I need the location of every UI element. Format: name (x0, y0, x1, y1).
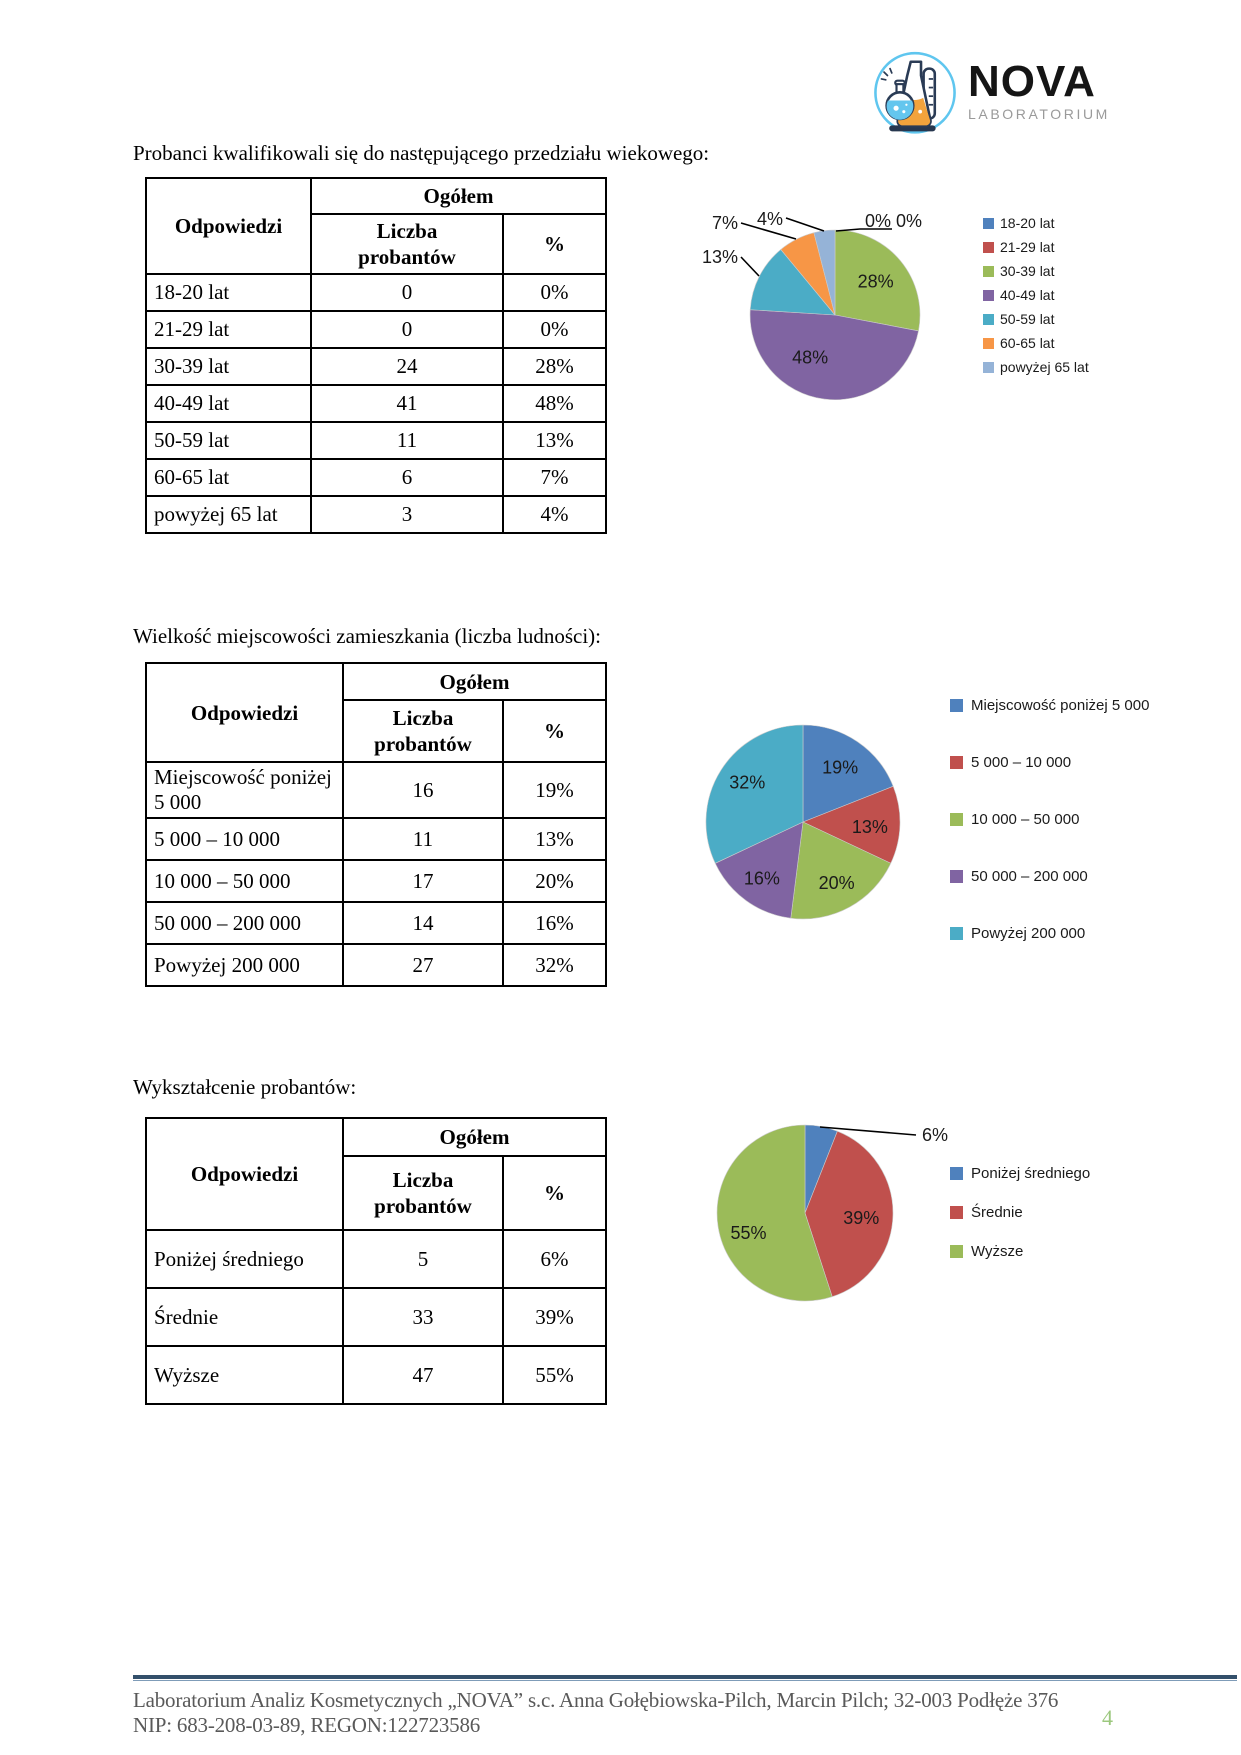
legend-item (950, 1238, 1090, 1264)
row-count: 14 (343, 902, 503, 944)
table-row (146, 1230, 606, 1288)
legend-item (983, 211, 1089, 235)
legend-item (950, 806, 1149, 832)
label-leader-line (741, 257, 759, 276)
table-row (146, 348, 606, 385)
row-count: 6 (311, 459, 503, 496)
residence-chart-legend (950, 692, 1149, 977)
pie-value-label: 48% (792, 347, 829, 368)
pie-value-label: 55% (730, 1222, 767, 1243)
legend-item (983, 283, 1089, 307)
age-table (145, 177, 607, 534)
legend-label: Miejscowość poniżej 5 000 (971, 696, 1150, 714)
legend-item (983, 259, 1089, 283)
logo-name: NOVA (968, 57, 1096, 106)
education-table (145, 1117, 607, 1405)
legend-label: Wyższe (971, 1242, 1024, 1260)
section-title-residence: Wielkość miejscowości zamieszkania (liczba ludności): (133, 624, 601, 648)
row-percent: 13% (503, 818, 606, 860)
row-percent: 16% (503, 902, 606, 944)
pie-value-label: 6% (922, 1125, 949, 1145)
legend-swatch (950, 699, 963, 712)
row-percent: 55% (503, 1346, 606, 1404)
pie-value-label: 20% (818, 873, 855, 894)
logo-text (968, 57, 1110, 122)
section-title-education: Wykształcenie probantów: (133, 1075, 357, 1099)
row-percent: 28% (503, 348, 606, 385)
row-percent: 20% (503, 860, 606, 902)
row-percent: 7% (503, 459, 606, 496)
legend-item (983, 307, 1089, 331)
legend-swatch (950, 1245, 963, 1258)
pie-value-label: 13% (851, 817, 888, 838)
legend-item (950, 920, 1149, 946)
row-label: 5 000 – 10 000 (146, 818, 343, 860)
col-header-percent: % (503, 700, 606, 762)
pie-value-label: 7% (711, 213, 738, 233)
row-label: Powyżej 200 000 (146, 944, 343, 986)
col-header-total: Ogółem (343, 1118, 606, 1156)
residence-size-pie-chart (683, 707, 923, 939)
legend-label: Poniżej średniego (971, 1164, 1091, 1182)
row-label: 21-29 lat (146, 311, 311, 348)
table-row (146, 496, 606, 533)
legend-label: Powyżej 200 000 (971, 924, 1086, 942)
legend-label: 60-65 lat (1000, 335, 1055, 351)
legend-item (983, 331, 1089, 355)
pie-value-label: 32% (729, 772, 766, 793)
pie-value-label: 13% (701, 247, 738, 267)
pie-value-label: 16% (743, 868, 780, 889)
logo-subtitle: LABORATORIUM (968, 106, 1110, 122)
row-percent: 13% (503, 422, 606, 459)
row-percent: 0% (503, 274, 606, 311)
row-label: 50 000 – 200 000 (146, 902, 343, 944)
col-header-count: Liczba probantów (343, 1156, 503, 1230)
row-label: 18-20 lat (146, 274, 311, 311)
row-label: 60-65 lat (146, 459, 311, 496)
row-label: Miejscowość poniżej 5 000 (146, 762, 343, 818)
table-row (146, 385, 606, 422)
row-count: 24 (311, 348, 503, 385)
legend-swatch (983, 290, 994, 301)
row-count: 33 (343, 1288, 503, 1346)
pie-value-label: 0% (865, 211, 892, 231)
legend-swatch (950, 813, 963, 826)
col-header-answers: Odpowiedzi (146, 1118, 343, 1230)
row-label: 40-49 lat (146, 385, 311, 422)
row-percent: 6% (503, 1230, 606, 1288)
table-row (146, 1346, 606, 1404)
pie-value-label: 4% (756, 209, 783, 229)
legend-swatch (983, 218, 994, 229)
legend-label: 21-29 lat (1000, 239, 1055, 255)
row-count: 3 (311, 496, 503, 533)
row-label: 30-39 lat (146, 348, 311, 385)
row-label: 10 000 – 50 000 (146, 860, 343, 902)
legend-label: 5 000 – 10 000 (971, 753, 1072, 771)
lab-flasks-icon (872, 46, 958, 136)
legend-item (983, 355, 1089, 379)
legend-swatch (983, 314, 994, 325)
row-count: 0 (311, 274, 503, 311)
row-label: Poniżej średniego (146, 1230, 343, 1288)
table-row (146, 422, 606, 459)
row-count: 17 (343, 860, 503, 902)
row-count: 11 (311, 422, 503, 459)
col-header-answers: Odpowiedzi (146, 178, 311, 274)
row-percent: 32% (503, 944, 606, 986)
footer-nip-line: NIP: 683-208-03-89, REGON:122723586 (133, 1713, 481, 1737)
pie-value-label: 39% (843, 1207, 880, 1228)
table-row (146, 459, 606, 496)
row-label: 50-59 lat (146, 422, 311, 459)
row-count: 11 (343, 818, 503, 860)
legend-item (950, 1160, 1090, 1186)
col-header-total: Ogółem (343, 663, 606, 700)
table-row (146, 860, 606, 902)
residence-size-table (145, 662, 607, 987)
legend-item (950, 1199, 1090, 1225)
legend-item (950, 863, 1149, 889)
col-header-percent: % (503, 214, 606, 274)
row-count: 47 (343, 1346, 503, 1404)
table-row (146, 762, 606, 818)
legend-label: powyżej 65 lat (1000, 359, 1089, 375)
footer-divider (133, 1675, 1237, 1681)
legend-item (950, 692, 1149, 718)
row-percent: 4% (503, 496, 606, 533)
table-row (146, 1288, 606, 1346)
education-pie-chart (700, 1110, 980, 1315)
logo (872, 46, 1110, 136)
legend-swatch (983, 266, 994, 277)
col-header-answers: Odpowiedzi (146, 663, 343, 762)
legend-swatch (983, 362, 994, 373)
legend-label: 18-20 lat (1000, 215, 1055, 231)
table-row (146, 311, 606, 348)
page-number: 4 (1102, 1705, 1113, 1730)
table-row (146, 902, 606, 944)
row-count: 27 (343, 944, 503, 986)
legend-label: 30-39 lat (1000, 263, 1055, 279)
legend-label: 50 000 – 200 000 (971, 867, 1088, 885)
row-label: powyżej 65 lat (146, 496, 311, 533)
legend-label: 40-49 lat (1000, 287, 1055, 303)
row-label: Średnie (146, 1288, 343, 1346)
col-header-count: Liczba probantów (311, 214, 503, 274)
footer-company-line: Laboratorium Analiz Kosmetycznych „NOVA” s.c. Anna Gołębiowska-Pilch, Marcin Pilch; 32-003 Podłęże 376 (133, 1688, 1059, 1712)
pie-value-label: 19% (822, 757, 859, 778)
row-label: Wyższe (146, 1346, 343, 1404)
age-chart-legend (983, 211, 1089, 379)
col-header-count: Liczba probantów (343, 700, 503, 762)
education-chart-legend (950, 1160, 1090, 1277)
legend-swatch (950, 1206, 963, 1219)
col-header-total: Ogółem (311, 178, 606, 214)
pie-value-label: 28% (857, 271, 894, 292)
table-row (146, 274, 606, 311)
row-percent: 19% (503, 762, 606, 818)
legend-swatch (950, 756, 963, 769)
row-count: 0 (311, 311, 503, 348)
row-percent: 48% (503, 385, 606, 422)
col-header-percent: % (503, 1156, 606, 1230)
pie-value-label: 0% (896, 211, 923, 231)
footer-text (133, 1688, 1133, 1738)
legend-swatch (950, 927, 963, 940)
legend-label: 50-59 lat (1000, 311, 1055, 327)
legend-item (950, 749, 1149, 775)
legend-swatch (983, 338, 994, 349)
row-count: 16 (343, 762, 503, 818)
table-row (146, 944, 606, 986)
legend-swatch (950, 870, 963, 883)
row-count: 41 (311, 385, 503, 422)
legend-item (983, 235, 1089, 259)
legend-label: Średnie (971, 1203, 1023, 1221)
section-title-age: Probanci kwalifikowali się do następującego przedziału wiekowego: (133, 141, 710, 165)
age-pie-chart (620, 185, 960, 405)
legend-label: 10 000 – 50 000 (971, 810, 1080, 828)
legend-swatch (983, 242, 994, 253)
table-row (146, 818, 606, 860)
label-leader-line (786, 218, 824, 231)
row-count: 5 (343, 1230, 503, 1288)
row-percent: 39% (503, 1288, 606, 1346)
legend-swatch (950, 1167, 963, 1180)
row-percent: 0% (503, 311, 606, 348)
